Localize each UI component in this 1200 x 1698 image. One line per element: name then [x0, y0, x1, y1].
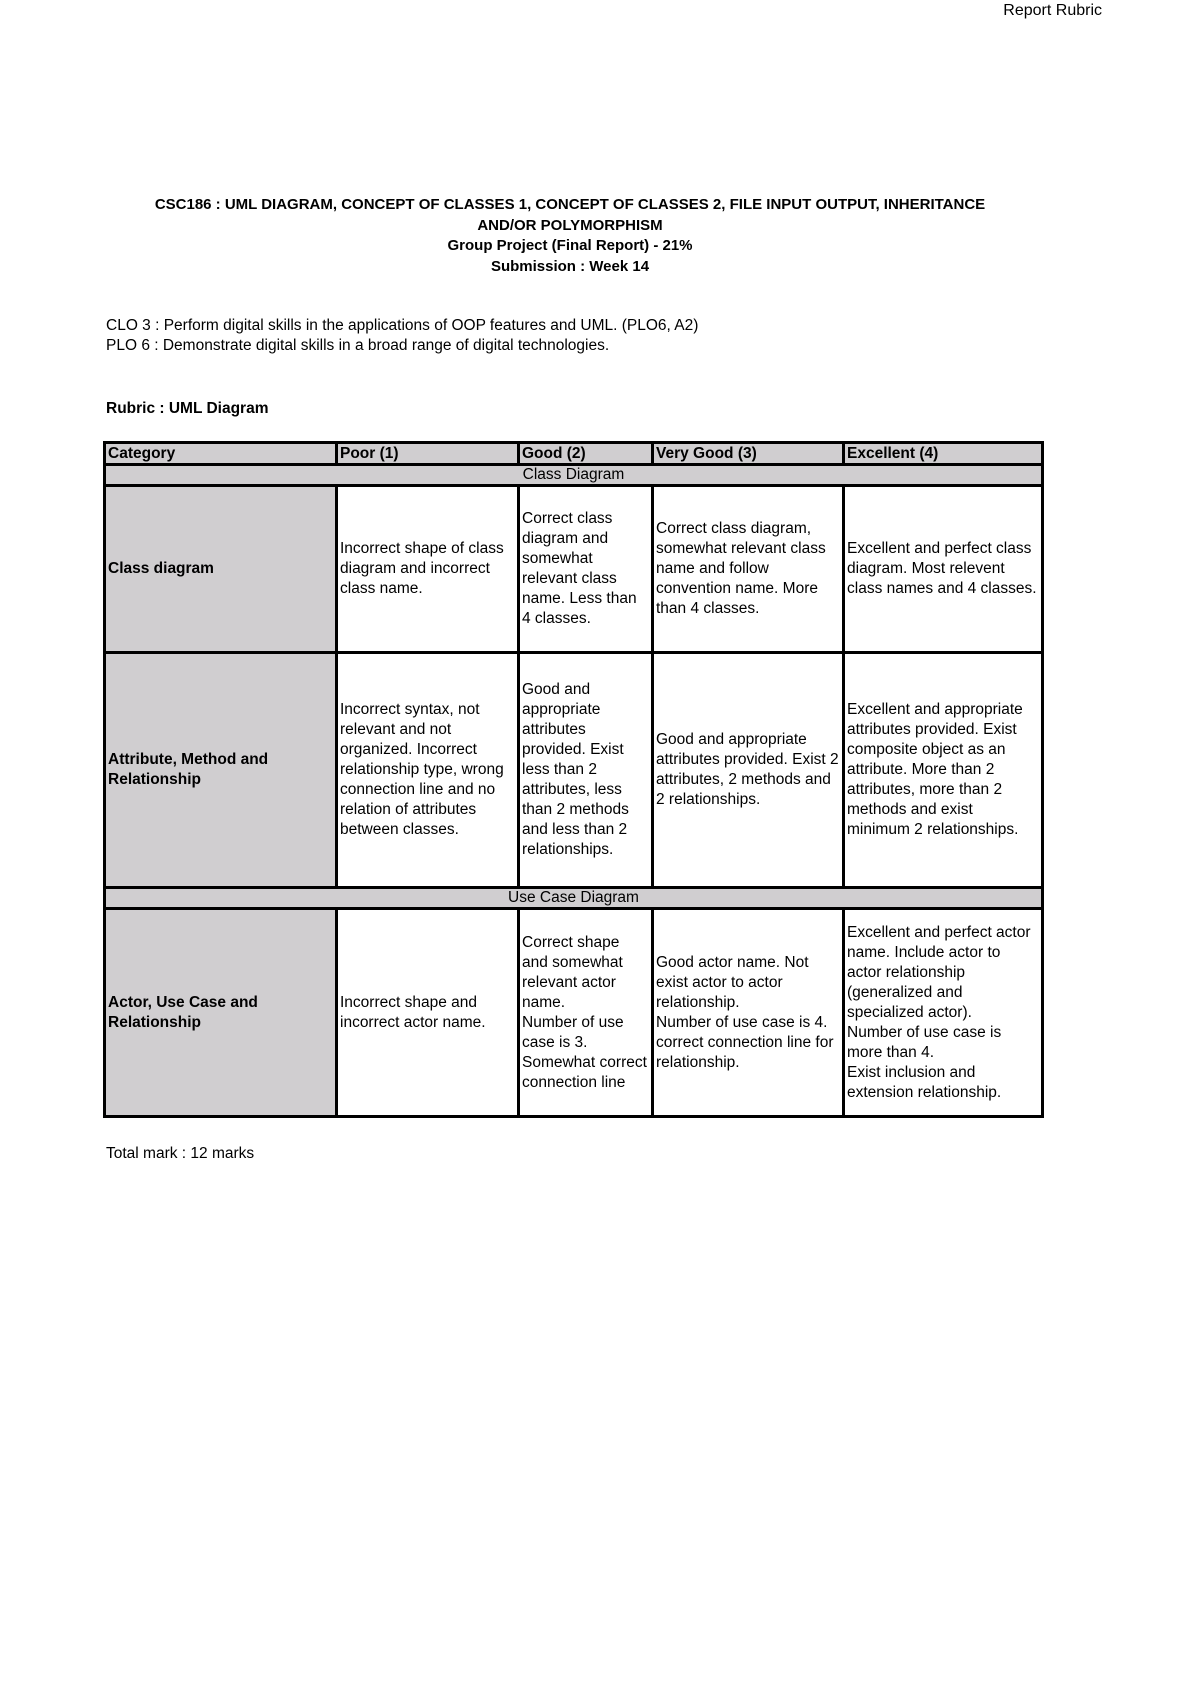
header-category: Category — [105, 443, 337, 465]
title-line-2: AND/OR POLYMORPHISM — [477, 216, 663, 234]
poor-cell: Incorrect syntax, not relevant and not organized. Incorrect relationship type, wrong connection line and no relation of attributes between classes. — [337, 653, 519, 888]
excellent-cell: Excellent and appropriate attributes provided. Exist composite object as an attribute. More than 2 attributes, more than 2 methods and exist minimum 2 relationships. — [844, 653, 1043, 888]
very-good-cell: Good actor name. Not exist actor to actor relationship. Number of use case is 4. correct connection line for relationship. — [653, 909, 844, 1117]
good-cell: Correct shape and somewhat relevant actor name. Number of use case is 3. Somewhat correct connection line — [519, 909, 653, 1117]
poor-cell: Incorrect shape and incorrect actor name. — [337, 909, 519, 1117]
table-header-row — [105, 443, 1043, 465]
rubric-table — [103, 441, 1044, 1118]
section-label-use-case-diagram: Use Case Diagram — [105, 888, 1043, 909]
header-very-good: Very Good (3) — [653, 443, 844, 465]
very-good-cell: Good and appropriate attributes provided. Exist 2 attributes, 2 methods and 2 relationships. — [653, 653, 844, 888]
title-line-3: Group Project (Final Report) - 21% — [447, 237, 693, 254]
rubric-title: Rubric : UML Diagram — [106, 400, 269, 417]
excellent-cell: Excellent and perfect class diagram. Most relevent class names and 4 classes. — [844, 486, 1043, 653]
title-line-1: CSC186 : UML DIAGRAM, CONCEPT OF CLASSES 1, CONCEPT OF CLASSES 2, FILE INPUT OUTPUT, INHERITANCE — [154, 196, 986, 213]
table-row — [105, 486, 1043, 653]
good-cell: Correct class diagram and somewhat relevant class name. Less than 4 classes. — [519, 486, 653, 653]
section-row-class-diagram — [105, 465, 1043, 486]
section-label-class-diagram: Class Diagram — [105, 465, 1043, 486]
learning-outcomes — [106, 316, 698, 356]
category-cell: Class diagram — [105, 486, 337, 653]
excellent-cell: Excellent and perfect actor name. Include actor to actor relationship (generalized and specialized actor). Number of use case is more than 4. Exist inclusion and extension relationship. — [844, 909, 1043, 1117]
good-cell: Good and appropriate attributes provided. Exist less than 2 attributes, less than 2 methods and less than 2 relationships. — [519, 653, 653, 888]
section-row-use-case-diagram — [105, 888, 1043, 909]
very-good-cell: Correct class diagram, somewhat relevant class name and follow convention name. More than 4 classes. — [653, 486, 844, 653]
page-header-label: Report Rubric — [1003, 2, 1102, 19]
table-row — [105, 909, 1043, 1117]
category-cell: Actor, Use Case and Relationship — [105, 909, 337, 1117]
header-good: Good (2) — [519, 443, 653, 465]
category-cell: Attribute, Method and Relationship — [105, 653, 337, 888]
poor-cell: Incorrect shape of class diagram and incorrect class name. — [337, 486, 519, 653]
header-excellent: Excellent (4) — [844, 443, 1043, 465]
table-row — [105, 653, 1043, 888]
plo-statement: PLO 6 : Demonstrate digital skills in a broad range of digital technologies. — [106, 337, 610, 354]
document-title — [100, 195, 1040, 277]
header-poor: Poor (1) — [337, 443, 519, 465]
title-line-4: Submission : Week 14 — [490, 257, 650, 275]
clo-statement: CLO 3 : Perform digital skills in the applications of OOP features and UML. (PLO6, A2) — [106, 317, 699, 334]
total-mark: Total mark : 12 marks — [106, 1145, 255, 1162]
